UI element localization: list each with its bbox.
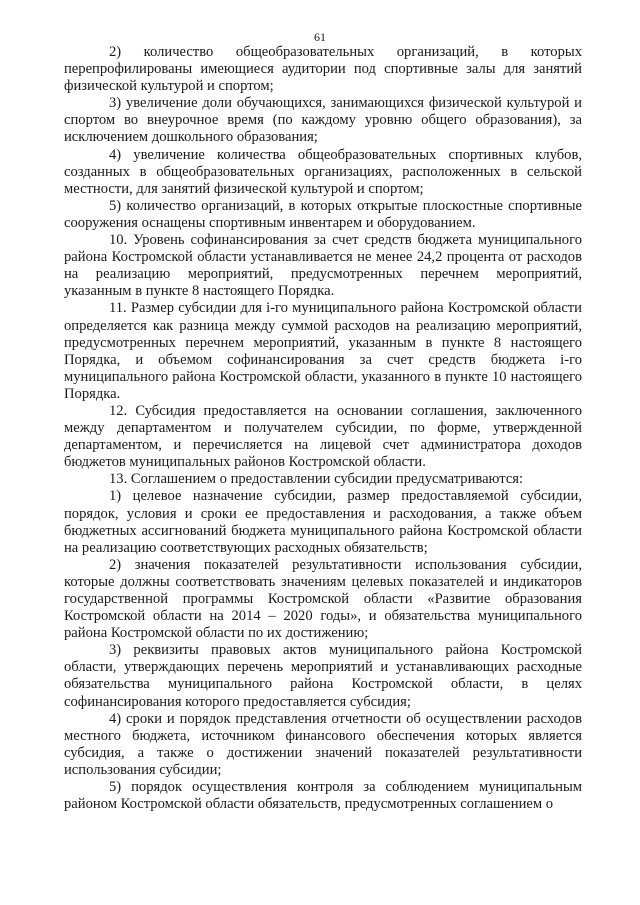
paragraph: 2) значения показателей результативности использования субсидии, которые должны соответствовать значениям целевых показателей и индикаторов государственной программы Костромской области «Развитие образования Костромской области на 2014 – 2020 годы», и обязательства муниципального района Костромской области по их достижению; (64, 556, 582, 642)
paragraph: 3) увеличение доли обучающихся, занимающихся физической культурой и спортом во внеурочное время (по каждому уровню общего образования), за исключением дошкольного образования; (64, 95, 582, 146)
paragraph: 2) количество общеобразовательных организаций, в которых перепрофилированы имеющиеся аудитории под спортивные залы для занятий физической культурой и спортом; (64, 44, 582, 95)
page-number: 61 (314, 30, 326, 44)
paragraph: 5) количество организаций, в которых открытые плоскостные спортивные сооружения оснащены спортивным инвентарем и оборудованием. (64, 197, 582, 231)
paragraph: 12. Субсидия предоставляется на основании соглашения, заключенного между департаментом и получателем субсидии, по форме, утвержденной департаментом, и перечисляется на лицевой счет администратора доходов бюджетов муниципальных районов Костромской области. (64, 402, 582, 471)
paragraph: 4) увеличение количества общеобразовательных спортивных клубов, созданных в общеобразовательных организациях, расположенных в сельской местности, для занятий физической культурой и спортом; (64, 146, 582, 197)
paragraph: 5) порядок осуществления контроля за соблюдением муниципальным районом Костромской области обязательств, предусмотренных соглашением о (64, 779, 582, 813)
paragraph: 10. Уровень софинансирования за счет средств бюджета муниципального района Костромской области устанавливается не менее 24,2 процента от расходов на реализацию мероприятий, предусмотренных перечнем мероприятий, указанным в пункте 8 настоящего Порядка. (64, 232, 582, 300)
paragraph: 11. Размер субсидии для i-го муниципального района Костромской области определяется как разница между суммой расходов на реализацию мероприятий, предусмотренных перечнем мероприятий, указанным в пункте 8 настоящего Порядка, и объемом софинансирования за счет средств бюджета i-го муниципального района Костромской области, указанного в пункте 10 настоящего Порядка. (64, 300, 582, 402)
paragraph: 13. Соглашением о предоставлении субсидии предусматриваются: (109, 471, 524, 488)
paragraph: 3) реквизиты правовых актов муниципального района Костромской области, утверждающих перечень мероприятий и устанавливающих расходные обязательства муниципального района Костромской области, в целях софинансирования которого предоставляется субсидия; (64, 642, 582, 710)
paragraph: 4) сроки и порядок представления отчетности об осуществлении расходов местного бюджета, источником финансового обеспечения которых является субсидия, а также о достижении значений показателей результативности использования субсидии; (64, 710, 582, 778)
paragraph: 1) целевое назначение субсидии, размер предоставляемой субсидии, порядок, условия и сроки ее предоставления и расходования, а также объем бюджетных ассигнований бюджета муниципального района Костромской области на реализацию соответствующих расходных обязательств; (64, 488, 582, 556)
document-body (64, 44, 582, 813)
